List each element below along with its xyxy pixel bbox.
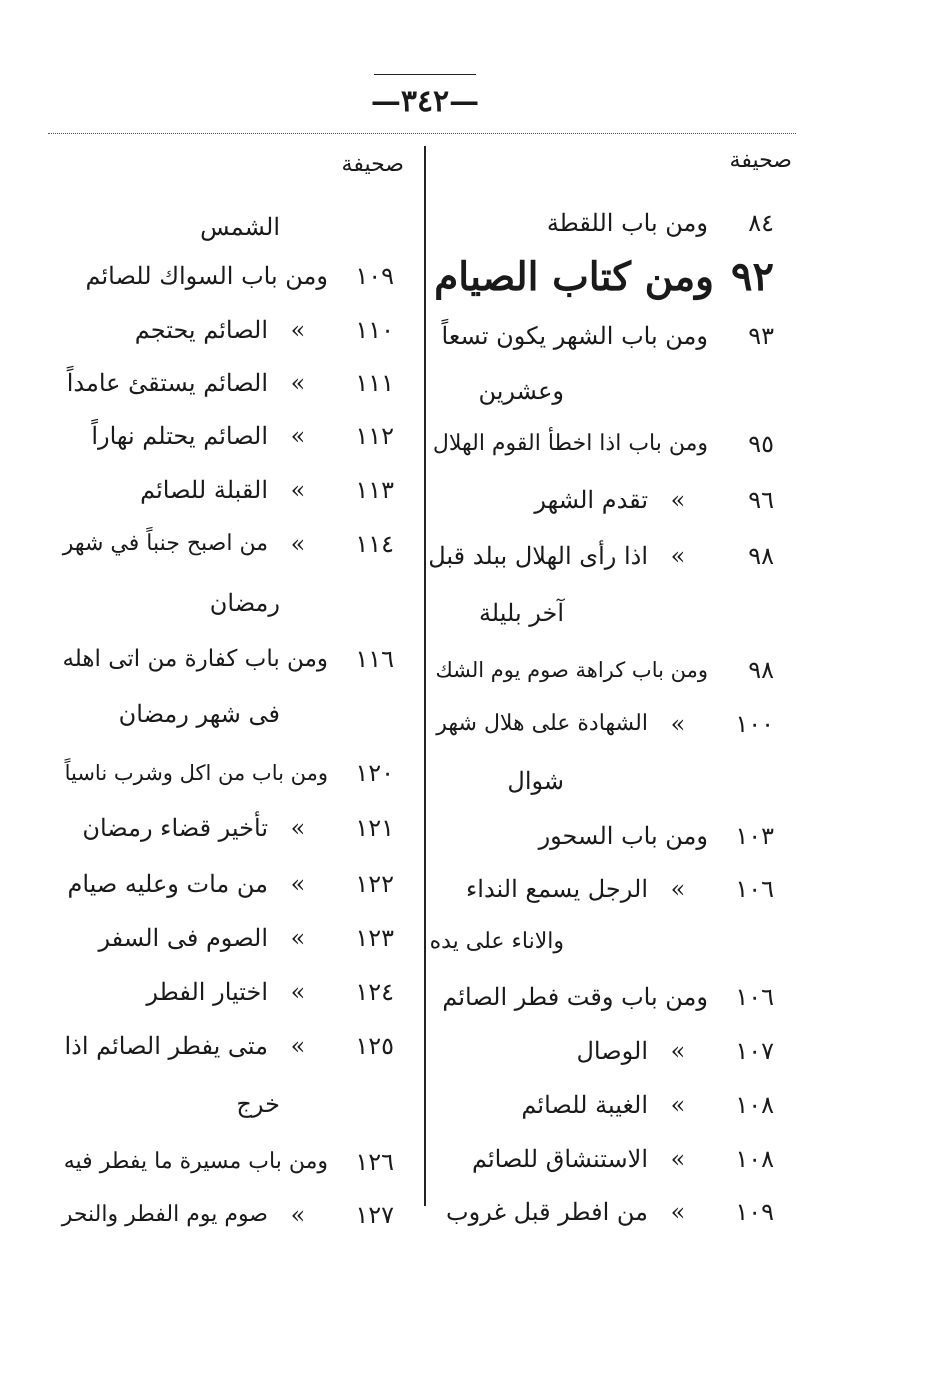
ditto-mark: » — [670, 1037, 686, 1065]
page-reference-number: ١٠٨ — [735, 1145, 774, 1173]
entry-title: الاستنشاق للصائم — [472, 1145, 648, 1173]
index-entry — [428, 1133, 774, 1185]
entry-title: تقدم الشهر — [534, 486, 648, 514]
entry-title: ومن باب مسيرة ما يفطر فيه — [63, 1149, 328, 1174]
index-entry — [58, 1189, 394, 1241]
ditto-mark: » — [290, 422, 306, 450]
entry-title: ومن باب السحور — [538, 822, 708, 850]
index-entry — [58, 1020, 394, 1072]
ditto-mark: » — [290, 924, 306, 952]
page-reference-number: ١٠٩ — [355, 262, 394, 290]
entry-title: ومن كتاب الصيام — [434, 254, 714, 300]
page-reference-number: ١٠٨ — [735, 1091, 774, 1119]
ditto-mark: » — [670, 1145, 686, 1173]
page-reference-number: ١٢٥ — [355, 1032, 394, 1060]
index-entry — [428, 310, 774, 362]
entry-title: خرج — [236, 1090, 280, 1118]
entry-title: وعشرين — [478, 377, 564, 405]
page-reference-number: ١١٣ — [355, 476, 394, 504]
entry-title: متى يفطر الصائم اذا — [64, 1032, 268, 1060]
page-reference-number: ١٢٤ — [355, 978, 394, 1006]
index-entry — [428, 530, 774, 582]
entry-title: الشمس — [200, 213, 280, 241]
index-entry — [428, 587, 774, 639]
index-entry — [428, 197, 774, 249]
page-reference-number: ١٠٦ — [735, 983, 774, 1011]
ditto-mark: » — [670, 875, 686, 903]
index-entry — [58, 966, 394, 1018]
page-reference-number: ١١٦ — [355, 645, 394, 673]
entry-title: القبلة للصائم — [140, 476, 268, 504]
entry-title: آخر بليلة — [478, 599, 564, 627]
ditto-mark: » — [670, 486, 686, 514]
index-entry — [428, 1079, 774, 1131]
page-reference-number: ٩٦ — [748, 486, 774, 514]
page-reference-number: ١٢٧ — [355, 1201, 394, 1229]
page-reference-number: ٩٣ — [748, 322, 774, 350]
page-reference-number: ١١٠ — [355, 316, 394, 344]
ditto-mark: » — [290, 369, 306, 397]
index-entry — [58, 304, 394, 356]
page-reference-number: ١٠٠ — [735, 710, 774, 738]
entry-title: رمضان — [209, 589, 280, 617]
index-entry — [58, 858, 394, 910]
entry-title: الصائم يستقئ عامداً — [66, 369, 268, 397]
entry-title: تأخير قضاء رمضان — [82, 814, 268, 842]
page-reference-number: ١١٤ — [355, 530, 394, 558]
ditto-mark: » — [290, 870, 306, 898]
entry-title: ومن باب الشهر يكون تسعاً — [441, 322, 708, 350]
page-reference-number: ٩٢ — [731, 253, 774, 300]
page-reference-number: ٩٨ — [748, 542, 774, 570]
page-reference-number: ٩٨ — [748, 656, 774, 684]
entry-title: الغيبة للصائم — [521, 1091, 648, 1119]
entry-title: والاناء على يده — [429, 929, 564, 954]
index-entry — [428, 755, 774, 807]
page-reference-number: ١٠٩ — [735, 1198, 774, 1226]
page-reference-number: ١٢٦ — [355, 1148, 394, 1176]
page-number: —٣٤٢— — [360, 84, 490, 119]
entry-title: ومن باب اذا اخطأ القوم الهلال — [432, 431, 708, 456]
index-entry — [58, 250, 394, 302]
index-entry — [428, 365, 774, 417]
index-entry — [58, 577, 394, 629]
index-entry — [428, 1025, 774, 1077]
index-entry — [428, 698, 774, 750]
page-reference-number: ١٢٢ — [355, 870, 394, 898]
index-entry — [428, 418, 774, 470]
index-entry — [58, 1078, 394, 1130]
page-reference-number: ١٢٠ — [355, 759, 394, 787]
entry-title: الصائم يحتلم نهاراً — [91, 422, 268, 450]
ditto-mark: » — [290, 530, 306, 558]
entry-title: شوال — [507, 767, 564, 795]
index-entry — [58, 912, 394, 964]
left-column-heading: صحيفة — [341, 152, 404, 177]
entry-title: الصائم يحتجم — [134, 316, 268, 344]
entry-title: من اصبح جنباً في شهر — [62, 531, 268, 556]
index-entry — [58, 201, 394, 253]
ditto-mark: » — [290, 316, 306, 344]
index-entry — [58, 802, 394, 854]
entry-title: ومن باب كفارة من اتى اهله — [62, 646, 328, 672]
index-entry — [58, 518, 394, 570]
entry-title: الرجل يسمع النداء — [465, 875, 648, 903]
right-column-heading: صحيفة — [729, 148, 792, 173]
header-rule — [48, 133, 796, 134]
column-divider — [424, 146, 426, 1206]
page-reference-number: ٨٤ — [748, 209, 774, 237]
entry-title: صوم يوم الفطر والنحر — [61, 1202, 268, 1227]
index-entry — [428, 1186, 774, 1238]
index-entry — [58, 1136, 394, 1188]
index-entry — [428, 863, 774, 915]
index-entry — [58, 357, 394, 409]
entry-title: اذا رأى الهلال ببلد قبل — [428, 542, 648, 570]
index-entry — [428, 810, 774, 862]
entry-title: الوصال — [576, 1037, 648, 1065]
ditto-mark: » — [290, 1201, 306, 1229]
index-entry — [428, 916, 774, 968]
ditto-mark: » — [670, 710, 686, 738]
index-entry — [428, 251, 774, 303]
index-entry — [428, 474, 774, 526]
index-entry — [428, 644, 774, 696]
ditto-mark: » — [670, 1198, 686, 1226]
entry-title: ومن باب اللقطة — [546, 209, 708, 237]
index-entry — [58, 747, 394, 799]
entry-title: من افطر قبل غروب — [446, 1198, 648, 1226]
page-reference-number: ١٠٣ — [735, 822, 774, 850]
ditto-mark: » — [670, 542, 686, 570]
page-reference-number: ١١١ — [355, 369, 394, 397]
index-entry — [58, 633, 394, 685]
entry-title: ومن باب كراهة صوم يوم الشك — [435, 658, 708, 682]
page-reference-number: ١٠٧ — [735, 1037, 774, 1065]
index-entry — [58, 410, 394, 462]
index-entry — [428, 971, 774, 1023]
ditto-mark: » — [290, 1032, 306, 1060]
entry-title: ومن باب السواك للصائم — [85, 262, 328, 290]
page-reference-number: ١٠٦ — [735, 875, 774, 903]
ditto-mark: » — [670, 1091, 686, 1119]
entry-title: ومن باب من اكل وشرب ناسياً — [64, 761, 328, 785]
entry-title: اختيار الفطر — [146, 978, 268, 1006]
index-entry — [58, 464, 394, 516]
entry-title: الشهادة على هلال شهر — [436, 711, 648, 736]
entry-title: الصوم فى السفر — [98, 924, 268, 952]
ditto-mark: » — [290, 978, 306, 1006]
entry-title: من مات وعليه صيام — [67, 870, 268, 898]
entry-title: ومن باب وقت فطر الصائم — [442, 983, 708, 1011]
page-reference-number: ١٢٣ — [355, 924, 394, 952]
page-reference-number: ٩٥ — [748, 430, 774, 458]
page-reference-number: ١١٢ — [355, 422, 394, 450]
ditto-mark: » — [290, 814, 306, 842]
ditto-mark: » — [290, 476, 306, 504]
entry-title: فى شهر رمضان — [118, 700, 280, 728]
index-entry — [58, 688, 394, 740]
page-reference-number: ١٢١ — [355, 814, 394, 842]
